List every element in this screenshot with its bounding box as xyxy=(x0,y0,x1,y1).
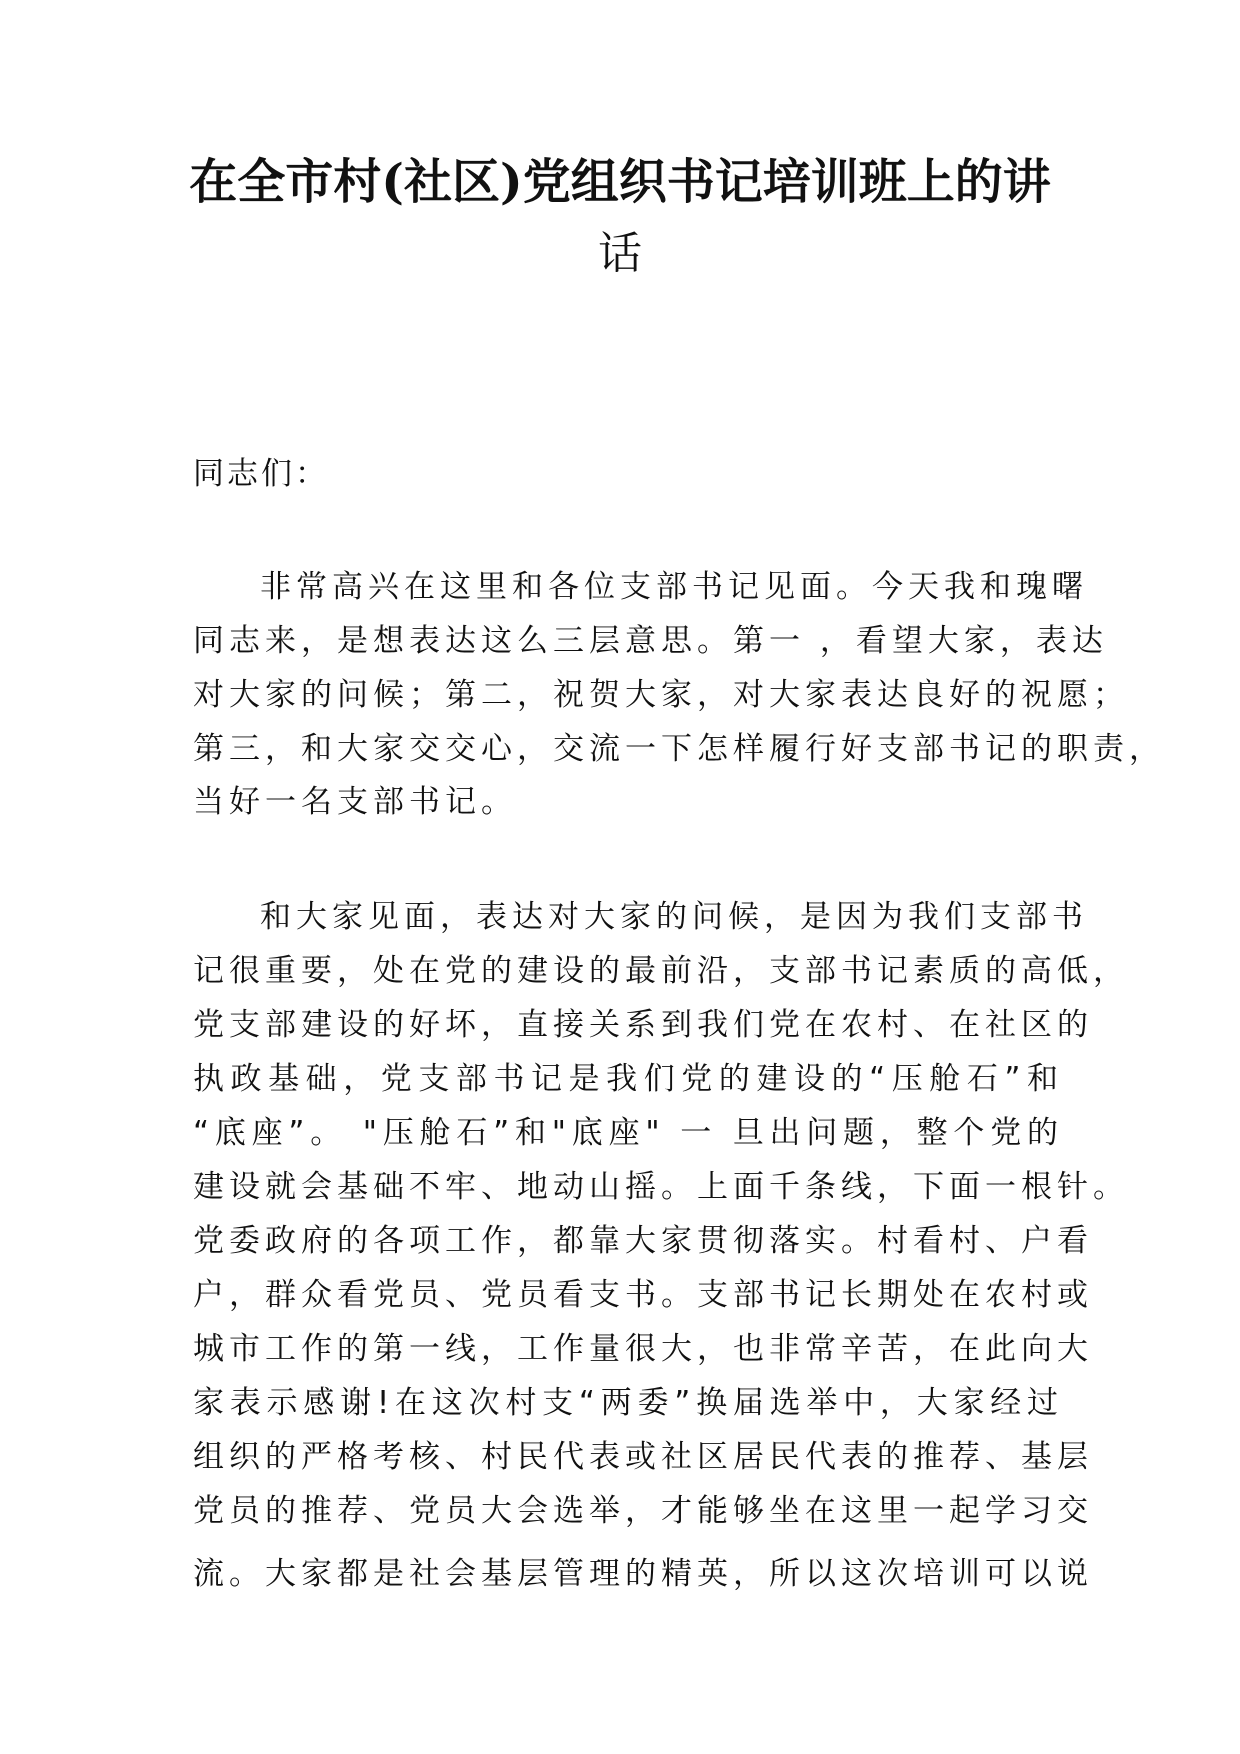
paragraph-line: 执政基础，党支部书记是我们党的建设的“压舱石”和 xyxy=(193,1061,1063,1097)
paragraph-line: 对大家的问候；第二，祝贺大家，对大家表达良好的祝愿； xyxy=(193,677,1129,713)
paragraph-line: 当好一名支部书记。 xyxy=(193,784,517,820)
document-title-line-1: 在全市村(社区)党组织书记培训班上的讲 xyxy=(189,154,1051,210)
paragraph-line: 城市工作的第一线，工作量很大，也非常辛苦，在此向大 xyxy=(193,1331,1093,1367)
paragraph-line: 户，群众看党员、党员看支书。支部书记长期处在农村或 xyxy=(193,1277,1093,1313)
paragraph-line: 和大家见面，表达对大家的问候，是因为我们支部书 xyxy=(260,899,1088,935)
paragraph-line: 组织的严格考核、村民代表或社区居民代表的推荐、基层 xyxy=(193,1439,1093,1475)
document-title-line-2: 话 xyxy=(598,228,642,279)
paragraph-line: 非常高兴在这里和各位支部书记见面。今天我和瑰曙 xyxy=(260,569,1088,605)
paragraph-line: 第三，和大家交交心，交流一下怎样履行好支部书记的职责， xyxy=(193,731,1165,767)
paragraph-line: 党员的推荐、党员大会选举，才能够坐在这里一起学习交 xyxy=(193,1493,1093,1529)
paragraph-line: 记很重要，处在党的建设的最前沿，支部书记素质的高低， xyxy=(193,953,1129,989)
salutation: 同志们： xyxy=(193,456,329,492)
paragraph-line: 家表示感谢!在这次村支“两委”换届选举中，大家经过 xyxy=(193,1385,1063,1421)
paragraph-line: 流。大家都是社会基层管理的精英，所以这次培训可以说 xyxy=(193,1556,1093,1592)
paragraph-line: 同志来，是想表达这么三层意思。第一 ，看望大家，表达 xyxy=(193,623,1108,659)
paragraph-line: “底座”。 "压舱石”和"底座" 一 旦出问题，整个党的 xyxy=(193,1115,1063,1151)
paragraph-line: 党支部建设的好坏，直接关系到我们党在农村、在社区的 xyxy=(193,1007,1093,1043)
paragraph-line: 党委政府的各项工作，都靠大家贯彻落实。村看村、户看 xyxy=(193,1223,1093,1259)
paragraph-line: 建设就会基础不牢、地动山摇。上面千条线，下面一根针。 xyxy=(193,1169,1129,1205)
